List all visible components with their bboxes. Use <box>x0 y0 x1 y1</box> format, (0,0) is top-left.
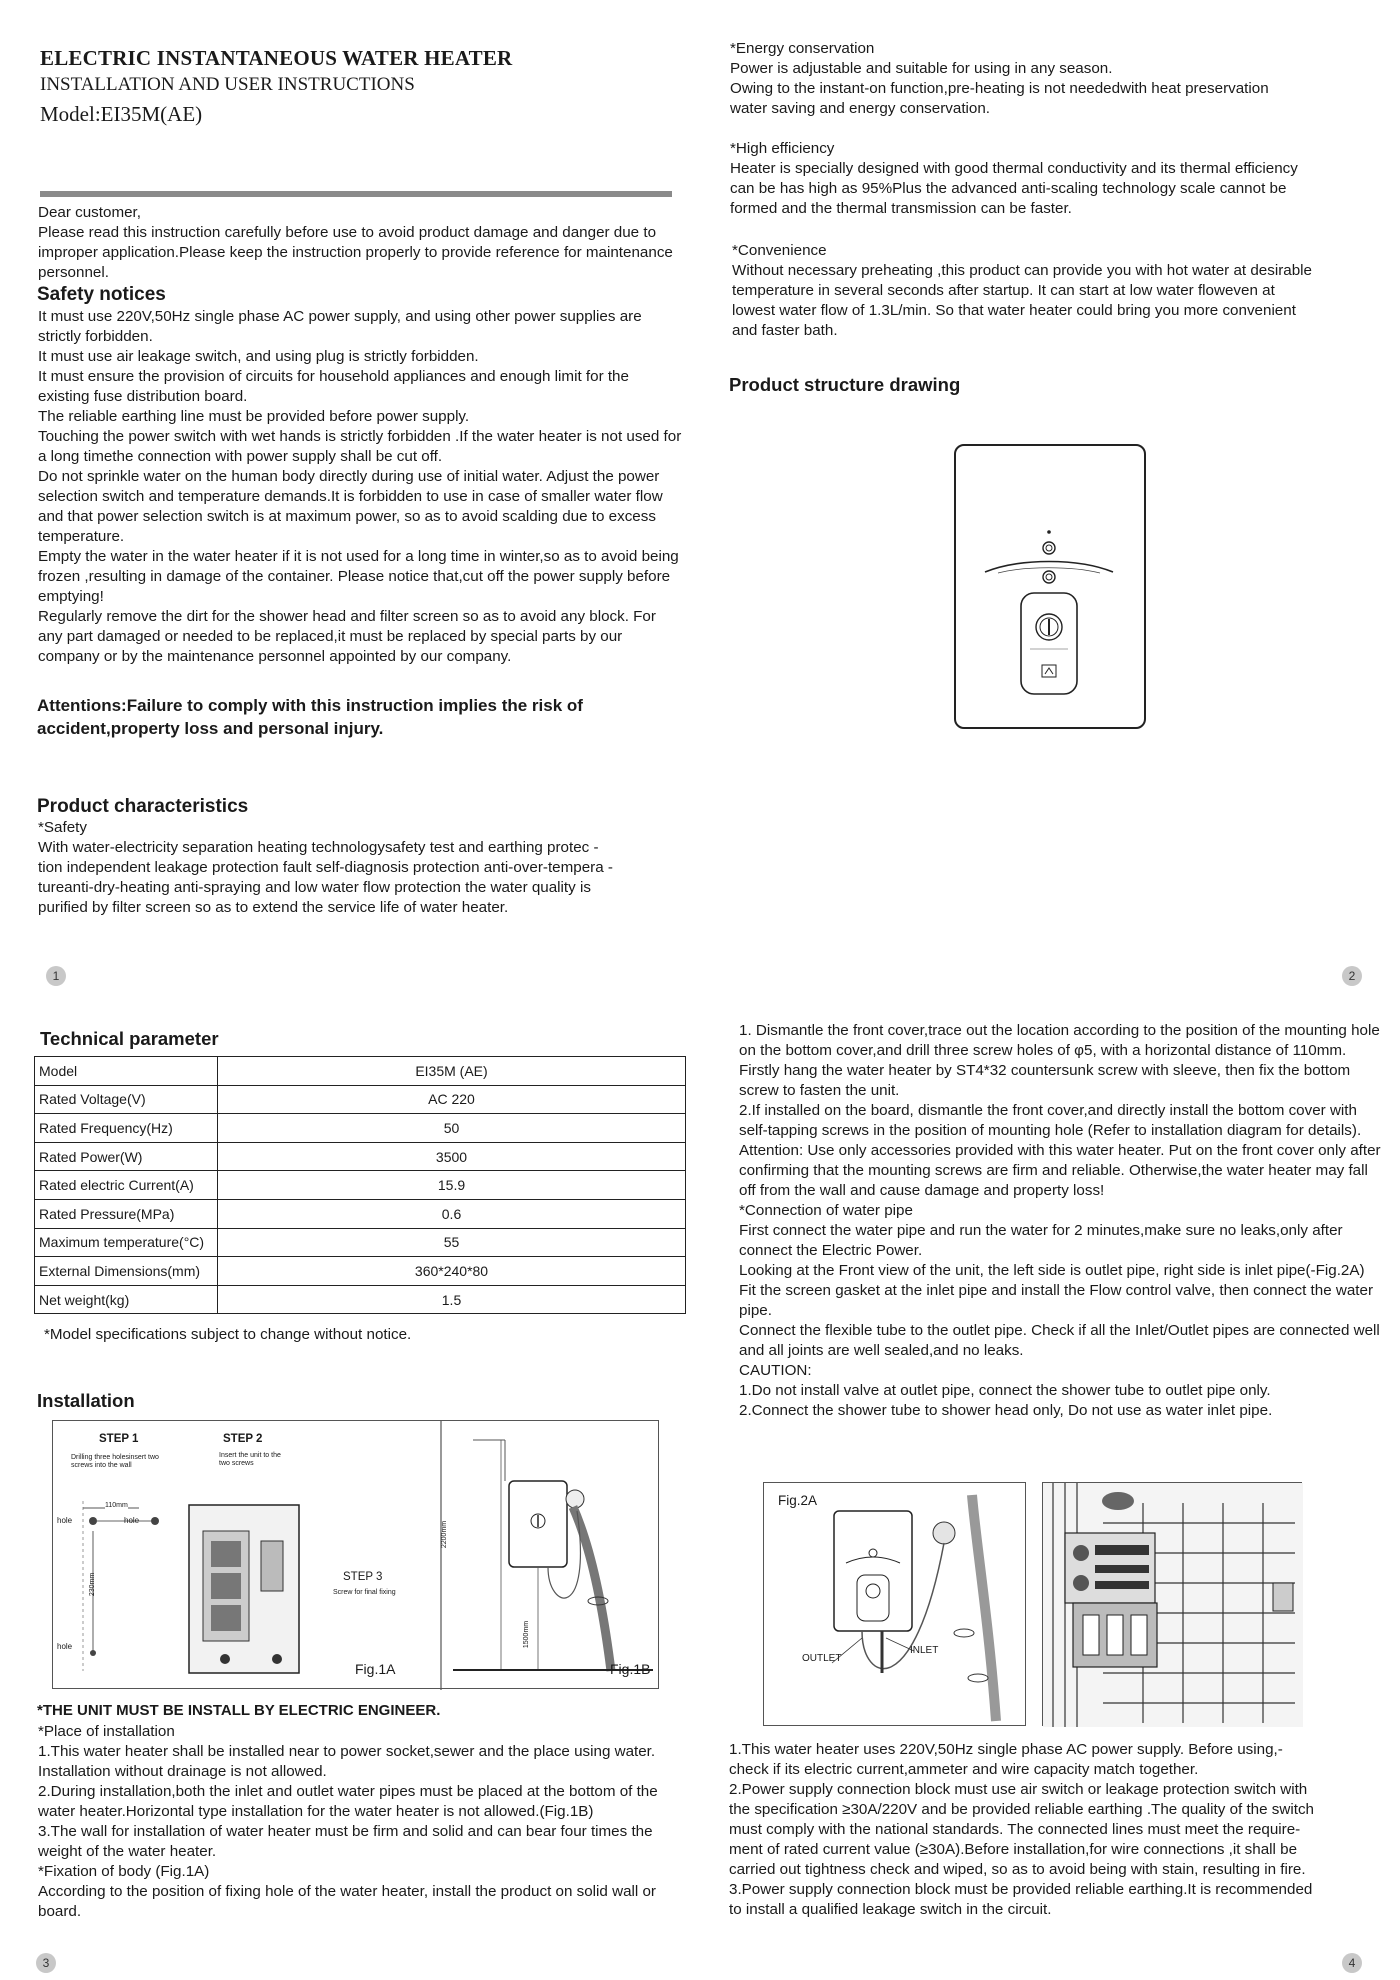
pipe-connection-diagram <box>764 1483 1027 1727</box>
fig2a-label: Fig.2A <box>778 1493 818 1508</box>
table-row: Rated Frequency(Hz) 50 <box>35 1114 686 1143</box>
page-number: 1 <box>46 966 66 986</box>
product-structure-drawing <box>950 442 1150 732</box>
step1-label: STEP 1 <box>99 1433 139 1445</box>
terminal-block-photo <box>1043 1483 1303 1727</box>
fig1a-label: Fig.1A <box>355 1661 396 1677</box>
fig1b-label: Fig.1B <box>610 1661 651 1677</box>
intro-text: Dear customer, Please read this instruction carefully before use to avoid product damage and danger due to improper application.Please keep the instruction properly to provide reference for maintenance personnel. <box>38 204 673 281</box>
page-number: 4 <box>1342 1953 1362 1973</box>
step3-description: Screw for final fixing <box>333 1589 396 1596</box>
efficiency-text: *High efficiency Heater is specially designed with good thermal conductivity and its thermal efficiency can be has high as 95%Plus the advanced anti-scaling technology scale cannot be formed and the thermal transmission can be faster. <box>730 140 1298 217</box>
safety-attention: Attentions:Failure to comply with this instruction implies the risk of accident,property loss and personal injury. <box>37 696 583 738</box>
installation-text: *Place of installation 1.This water heater shall be installed near to power socket,sewer and the place using water. Installation without drainage is not allowed. 2.During installation,both the inlet and outlet water pipes must be placed at the bottom of the water heater.Horizontal type installation for the water heater is not allowed.(Fig.1B) 3.The wall for installation of water heater must be firm and solid and can bear four times the weight of the water heater. *Fixation of body (Fig.1A) According to the position of fixing hole of the water heater, install the product on solid wall or board. <box>38 1723 658 1920</box>
step2-label: STEP 2 <box>223 1433 263 1445</box>
table-row: External Dimensions(mm) 360*240*80 <box>35 1257 686 1286</box>
table-row: Rated electric Current(A) 15.9 <box>35 1171 686 1200</box>
inlet-label: INLET <box>910 1645 939 1656</box>
dimension-230: 230mm <box>89 1572 97 1597</box>
characteristics-text: *Safety With water-electricity separation heating technologysafety test and earthing protec - tion independent leakage protection fault self-diagnosis protection anti-over-tempera - tureanti-dry-heating anti-spraying and low water flow protection the water quality is purified by filter screen so as to extend the service life of water heater. <box>38 819 613 916</box>
structure-heading: Product structure drawing <box>729 374 961 395</box>
fig2a-figure <box>763 1482 1026 1726</box>
model-title: Model:EI35M(AE) <box>40 102 203 126</box>
dimension-1500: 1500mm <box>523 1620 531 1649</box>
table-row: Rated Power(W) 3500 <box>35 1142 686 1171</box>
hole-label: hole <box>57 1642 73 1651</box>
installation-heading: Installation <box>37 1390 135 1411</box>
page-number: 3 <box>36 1953 56 1973</box>
safety-text: It must use 220V,50Hz single phase AC power supply, and using other power supplies are strictly forbidden. It must use air leakage switch, and using plug is strictly forbidden. It must ensure the provision of circuits for household appliances and enough limit for the existing fuse distribution board. The reliable earthing line must be provided before power supply. Touching the power switch with wet hands is strictly forbidden .If the water heater is not used for a long timethe connection with power supply shall be cut off. Do not sprinkle water on the human body directly during use of initial water. Adjust the power selection switch and temperature demands.It is forbidden to use in case of smaller water flow and that power selection switch is at maximum power, so as to avoid scalding due to excess temperature. Empty the water in the water heater if it is not used for a long time in winter,so as to avoid being frozen ,resulting in damage of the container. Please notice that,cut off the power supply before emptying! Regularly remove the dirt for the shower head and filter screen so as to avoid any block. For any part damaged or needed to be replaced,it must be replaced by special parts by our company or by the maintenance personnel appointed by our company. <box>38 308 682 665</box>
characteristics-heading: Product characteristics <box>37 796 249 817</box>
engineer-notice: *THE UNIT MUST BE INSTALL BY ELECTRIC ENGINEER. <box>37 1702 441 1719</box>
header-divider <box>40 191 672 197</box>
table-row: Maximum temperature(°C) 55 <box>35 1228 686 1257</box>
mounting-text: 1. Dismantle the front cover,trace out the location according to the position of the mounting hole on the bottom cover,and drill three screw holes of φ5, with a horizontal distance of 110mm. Firstly hang the water heater by ST4*32 countersunk screw with sleeve, then fix the bottom screw to fasten the unit. 2.If installed on the board, dismantle the front cover,and directly install the bottom cover with self-tapping screws in the position of mounting hole (Refer to installation diagram for details). Attention: Use only accessories provided with this water heater. Put on the front cover only after confirming that the mounting screws are firm and reliable. Otherwise,the water heater may fall off from the wall and cause damage and property loss! *Connection of water pipe First connect the water pipe and run the water for 2 minutes,make sure no leaks,only after connect the Electric Power. Looking at the Front view of the unit, the left side is outlet pipe, right side is inlet pipe(-Fig.2A) Fit the screen gasket at the inlet pipe and install the Flow control valve, then connect the water pipe. Connect the flexible tube to the outlet pipe. Check if all the Inlet/Outlet pipes are connected well and all joints are well sealed,and no leaks. CAUTION: 1.Do not install valve at outlet pipe, connect the shower tube to outlet pipe only. 2.Connect the shower tube to shower head only, Do not use as water inlet pipe. <box>739 1022 1381 1419</box>
convenience-text: *Convenience Without necessary preheating ,this product can provide you with hot water at desirable temperature in several seconds after startup. It can start at low water floweven at lowest water flow of 1.3L/min. So that water heater could bring you more convenient and faster bath. <box>732 242 1312 339</box>
page-number: 2 <box>1342 966 1362 986</box>
outlet-label: OUTLET <box>802 1653 842 1664</box>
dimension-2200: 2200mm <box>441 1520 449 1549</box>
power-supply-text: 1.This water heater uses 220V,50Hz single phase AC power supply. Before using,- check if its electric current,ammeter and wire capacity match together. 2.Power supply connection block must use air switch or leakage protection switch with the specification ≥30A/220V and be provided reliable earthing .The quality of the switch must comply with the national standards. The connected lines must meet the require- ment of rated current value (≥30A).Before installation,for wire connections ,it shall be carried out tightness check and wiped, so as to avoid being with stain, resulting in fire. 3.Power supply connection block must be provided reliable earthing.It is recommended to install a qualified leakage switch in the circuit. <box>729 1741 1314 1918</box>
document-title: ELECTRIC INSTANTANEOUS WATER HEATER <box>40 46 513 70</box>
table-row: Net weight(kg) 1.5 <box>35 1285 686 1314</box>
technical-table <box>34 1056 686 1314</box>
step2-description: Insert the unit to the two screws <box>219 1452 281 1467</box>
energy-text: *Energy conservation Power is adjustable and suitable for using in any season. Owing to the instant-on function,pre-heating is not neededwith heat preservation water saving and energy conservation. <box>730 40 1269 117</box>
technical-note: *Model specifications subject to change without notice. <box>44 1326 412 1343</box>
hole-label: hole <box>124 1516 140 1525</box>
terminal-block-figure <box>1042 1482 1302 1726</box>
step3-label: STEP 3 <box>343 1571 383 1583</box>
installation-figure <box>52 1420 659 1689</box>
table-row: Rated Voltage(V) AC 220 <box>35 1085 686 1114</box>
table-row: Model EI35M (AE) <box>35 1057 686 1086</box>
hole-label: hole <box>57 1516 73 1525</box>
table-row: Rated Pressure(MPa) 0.6 <box>35 1199 686 1228</box>
safety-heading: Safety notices <box>37 284 166 305</box>
document-subtitle: INSTALLATION AND USER INSTRUCTIONS <box>40 74 415 95</box>
dimension-110: 110mm <box>105 1502 128 1509</box>
technical-heading: Technical parameter <box>40 1028 219 1049</box>
step1-description: Drilling three holesinsert two screws into the wall <box>71 1454 159 1469</box>
